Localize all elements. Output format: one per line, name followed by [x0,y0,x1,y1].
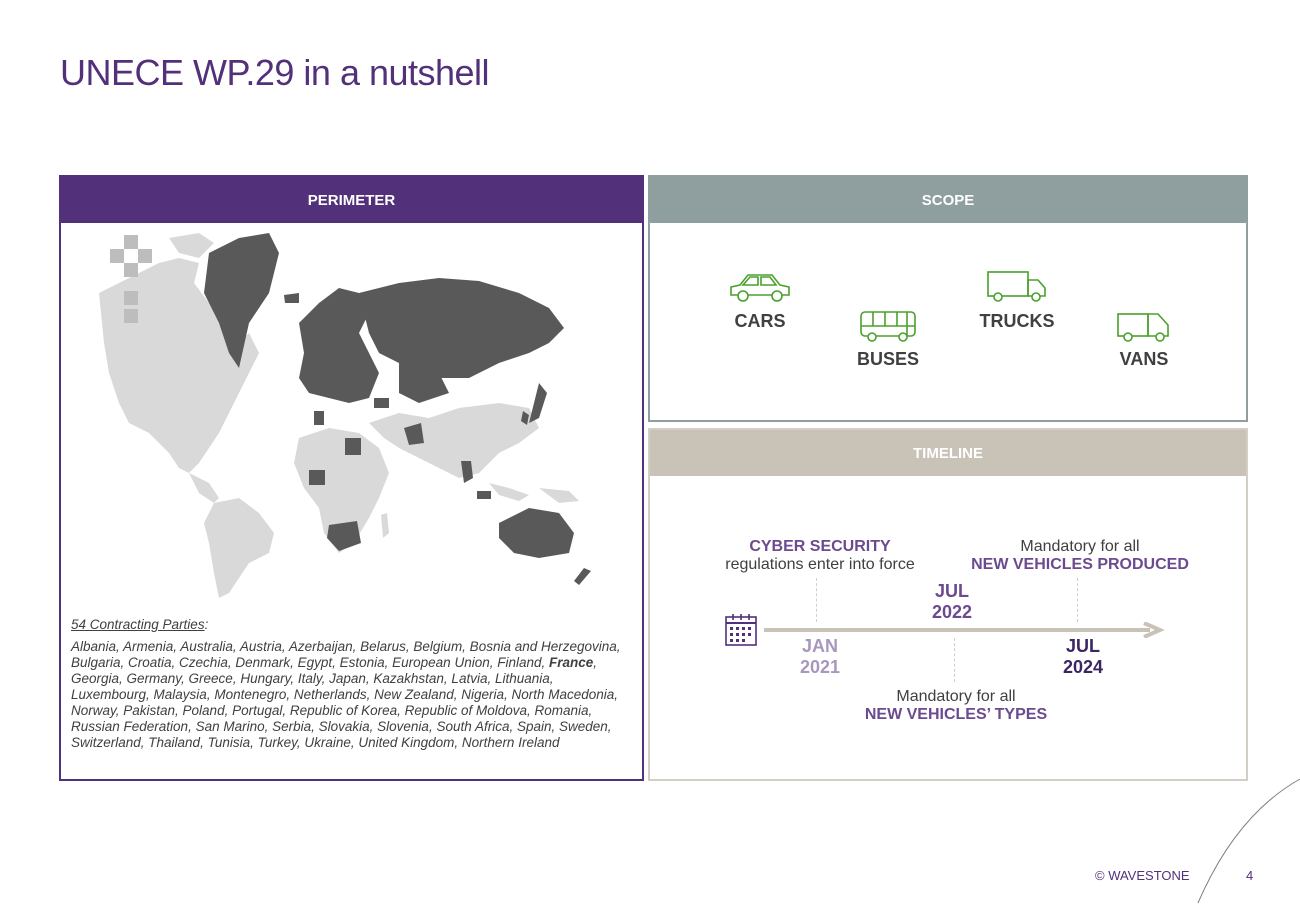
vehicle-buses [848,309,928,370]
vehicle-cars [720,269,800,332]
van-icon [1116,309,1172,343]
timeline-header: TIMELINE [650,430,1246,476]
contracting-parties-label: 54 Contracting Parties: [71,617,209,632]
page-title: UNECE WP.29 in a nutshell [60,52,490,93]
event-new-vehicle-types: Mandatory for all NEW VEHICLES’ TYPES [864,688,1048,723]
event-new-vehicles-produced: Mandatory for all NEW VEHICLES PRODUCED [971,538,1189,573]
event-cyber-security: CYBER SECURITY regulations enter into force [725,538,915,573]
contracting-parties-list: Albania, Armenia, Australia, Austria, Azerbaijan, Belarus, Belgium, Bosnia and Herzegovina, Bulgaria, Croatia, Czechia, Denmark, Egypt, Estonia, European Union, Finland, France, Georgia, Germany, Greece, Hungary, Italy, Japan, Kazakhstan, Latvia, Lithuania, Luxembourg, Malaysia, Montenegro, Netherlands, New Zealand, Nigeria, North Macedonia, Norway, Pakistan, Poland, Portugal, Republic of Korea, Republic of Moldova, Romania, Russian Federation, San Marino, Serbia, Slovakia, Slovenia, South Africa, Spain, Sweden, Switzerland, Thailand, Tunisia, Turkey, Ukraine, United Kingdom, Northern Ireland [71,639,621,750]
page-number: 4 [1246,868,1254,883]
car-icon [728,269,792,305]
bus-icon [859,309,917,343]
vehicle-label: BUSES [856,349,919,369]
france-highlight: France [549,655,594,670]
truck-icon [986,269,1048,305]
calendar-icon [724,612,760,648]
dash-connector [954,638,955,682]
date-jul-2024: JUL 2024 [1062,636,1104,677]
vehicle-label: VANS [1119,349,1169,369]
perimeter-panel [59,175,644,781]
scope-header: SCOPE [650,177,1246,223]
copyright: © WAVESTONE [1095,868,1190,883]
dash-connector [816,578,817,622]
date-jan-2021: JAN 2021 [799,636,841,677]
dash-connector [1077,578,1078,622]
scope-panel [648,175,1248,422]
perimeter-header: PERIMETER [61,177,642,223]
vehicle-vans [1104,309,1184,370]
vehicle-label: CARS [734,311,786,331]
date-jul-2022: JUL 2022 [931,581,973,622]
world-map [99,233,609,599]
timeline-panel [648,428,1248,781]
vehicle-label: TRUCKS [979,311,1055,331]
vehicle-trucks [972,269,1062,332]
decorative-curve [1196,775,1300,905]
